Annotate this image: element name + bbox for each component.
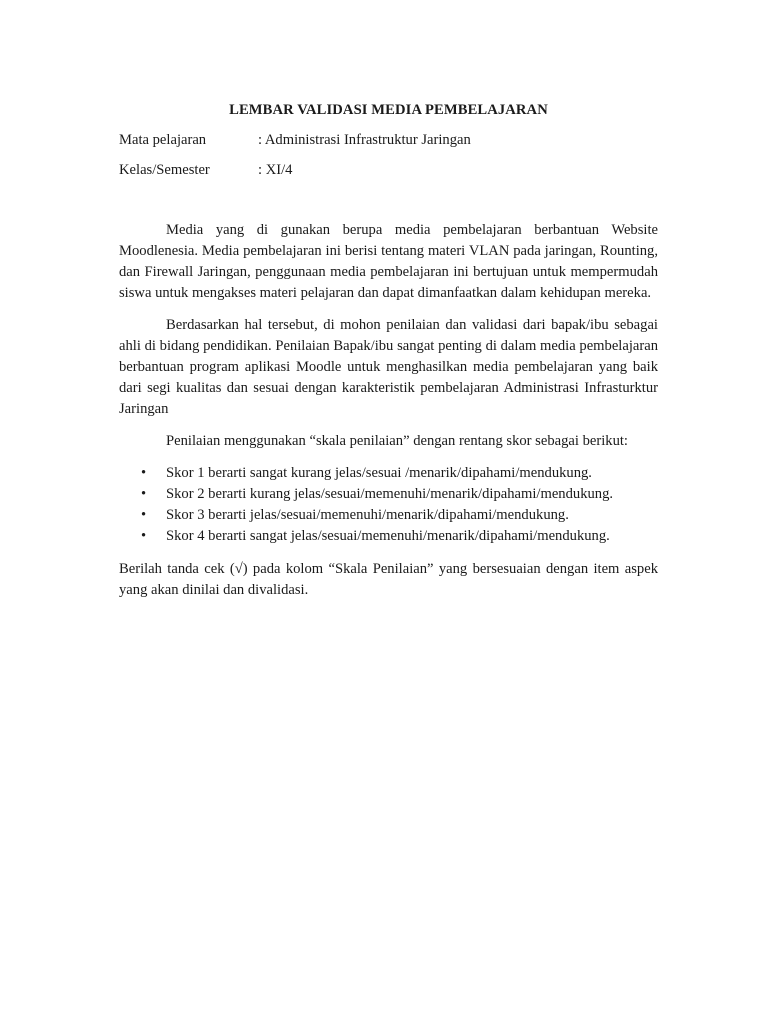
meta-label-class: Kelas/Semester	[119, 162, 210, 178]
paragraph-validation-request: Berdasarkan hal tersebut, di mohon penilaian dan validasi dari bapak/ibu sebagai ahli di bidang pendidikan. Penilaian Bapak/ibu sangat penting di dalam media pembelajaran berbantuan program aplikasi Moodle untuk menghasilkan media pembelajaran yang baik dari segi kualitas dan sesuai dengan karakteristik pembelajaran Administrasi Infrasturktur Jaringan	[119, 317, 658, 417]
list-item	[119, 463, 658, 484]
score-4-text: Skor 4 berarti sangat jelas/sesuai/memenuhi/menarik/dipahami/mendukung.	[166, 528, 610, 544]
score-1-text: Skor 1 berarti sangat kurang jelas/sesuai /menarik/dipahami/mendukung.	[166, 465, 592, 481]
list-item	[119, 484, 658, 505]
list-item	[119, 526, 658, 547]
bullet-icon: •	[141, 507, 147, 523]
score-list	[119, 463, 658, 547]
meta-row-class	[119, 160, 658, 181]
list-item	[119, 505, 658, 526]
bullet-icon: •	[141, 528, 147, 544]
spacer	[119, 190, 658, 220]
paragraph-media-description: Media yang di gunakan berupa media pembelajaran berbantuan Website Moodlenesia. Media pembelajaran ini berisi tentang materi VLAN pada jaringan, Rounting, dan Firewall Jaringan, penggunaan media pembelajaran ini bertujuan untuk mempermudah siswa untuk mengakses materi pelajaran dan dapat dimanfaatkan dalam kehidupan mereka.	[119, 222, 658, 301]
document-page	[119, 100, 658, 612]
paragraph-closing-instruction: Berilah tanda cek (√) pada kolom “Skala Penilaian” yang bersesuaian dengan item aspek yang akan dinilai dan divalidasi.	[119, 561, 658, 598]
meta-row-subject	[119, 130, 658, 151]
bullet-icon: •	[141, 465, 147, 481]
meta-label-subject: Mata pelajaran	[119, 132, 207, 148]
score-3-text: Skor 3 berarti jelas/sesuai/memenuhi/menarik/dipahami/mendukung.	[166, 507, 569, 523]
meta-value-subject: : Administrasi Infrastruktur Jaringan	[258, 132, 471, 148]
document-title: LEMBAR VALIDASI MEDIA PEMBELAJARAN	[229, 102, 548, 118]
bullet-icon: •	[141, 486, 147, 502]
score-2-text: Skor 2 berarti kurang jelas/sesuai/memenuhi/menarik/dipahami/mendukung.	[166, 486, 614, 502]
paragraph-scale-intro: Penilaian menggunakan “skala penilaian” dengan rentang skor sebagai berikut:	[166, 433, 628, 449]
meta-value-class: : XI/4	[258, 162, 293, 178]
